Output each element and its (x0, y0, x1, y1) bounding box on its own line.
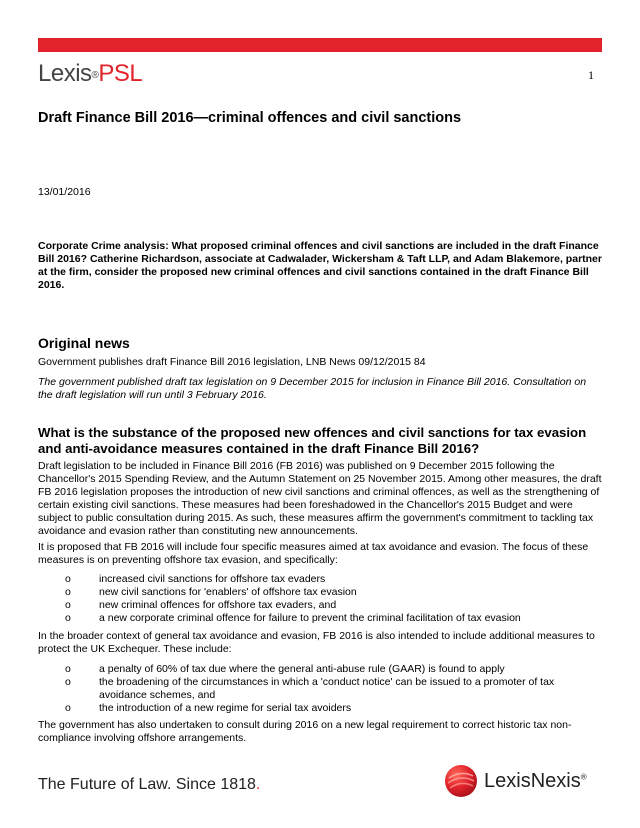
list-item: o the broadening of the circumstances in which a 'conduct notice' can be issued to a promoter of tax avoidance schemes, and (38, 676, 602, 702)
bullet-marker: o (65, 586, 71, 598)
additional-measures-list (38, 663, 602, 715)
list-item: o new civil sanctions for 'enablers' of offshore tax evasion (38, 586, 602, 599)
list-item: o the introduction of a new regime for serial tax avoiders (38, 702, 602, 715)
page-number: 1 (588, 68, 594, 82)
paragraph-1: Draft legislation to be included in Finance Bill 2016 (FB 2016) was published on 9 December 2015 following the Chancellor's 2015 Spending Review, and the Autumn Statement on 25 November 2015. Among other measures, the draft FB 2016 legislation proposes the introduction of new civil sanctions and criminal offences, as well as the strengthening of certain existing civil sanctions. These measures had been foreshadowed in the Chancellor's 2015 Budget and were subject to public consultation during 2015. As such, these measures affirm the government's commitment to tackling tax avoidance and evasion rather than constituting new announcements. (38, 460, 602, 537)
section-heading: What is the substance of the proposed new offences and civil sanctions for tax evasion and anti-avoidance measures contained in the draft Finance Bill 2016? (38, 425, 587, 456)
original-news-summary: The government published draft tax legislation on 9 December 2015 for inclusion in Finance Bill 2016. Consultation on the draft legislation will run until 3 February 2016. (38, 376, 587, 401)
bullet-marker: o (65, 663, 71, 675)
list-item: o a penalty of 60% of tax due where the general anti-abuse rule (GAAR) is found to apply (38, 663, 602, 676)
header-red-bar (38, 38, 602, 52)
abstract: Corporate Crime analysis: What proposed criminal offences and civil sanctions are included in the draft Finance Bill 2016? Catherine Richardson, associate at Cadwalader, Wickersham & Taft LLP, and Adam Blakemore, partner at the firm, consider the proposed new criminal offences and civil sanctions contained in the draft Finance Bill 2016. (38, 240, 602, 291)
original-news-source: Government publishes draft Finance Bill 2016 legislation, LNB News 09/12/2015 84 (38, 356, 426, 368)
paragraph-4: The government has also undertaken to consult during 2016 on a new legal requirement to correct historic tax non-compliance involving offshore arrangements. (38, 719, 572, 744)
footer-tagline: The Future of Law. Since 1818. (38, 776, 261, 793)
lexisnexis-logo: LexisNexis® (444, 764, 587, 798)
bullet-marker: o (65, 676, 71, 688)
bullet-marker: o (65, 573, 71, 585)
bullet-marker: o (65, 612, 71, 624)
lexisnexis-sphere-icon (444, 764, 478, 798)
original-news-heading: Original news (38, 335, 130, 351)
lexis-psl-logo: Lexis®PSL (38, 60, 143, 87)
bullet-marker: o (65, 599, 71, 611)
paragraph-2: It is proposed that FB 2016 will include four specific measures aimed at tax avoidance and evasion. The focus of these measures is on preventing offshore tax evasion, and specifically: (38, 541, 589, 566)
document-date: 13/01/2016 (38, 186, 91, 198)
bullet-marker: o (65, 702, 71, 714)
list-item: o new criminal offences for offshore tax evaders, and (38, 599, 602, 612)
paragraph-3: In the broader context of general tax avoidance and evasion, FB 2016 is also intended to include additional measures to protect the UK Exchequer. These include: (38, 630, 595, 655)
list-item: o increased civil sanctions for offshore tax evaders (38, 573, 602, 586)
list-item: o a new corporate criminal offence for failure to prevent the criminal facilitation of tax evasion (38, 612, 602, 625)
measures-list (38, 573, 602, 625)
document-title: Draft Finance Bill 2016—criminal offences and civil sanctions (38, 110, 462, 126)
